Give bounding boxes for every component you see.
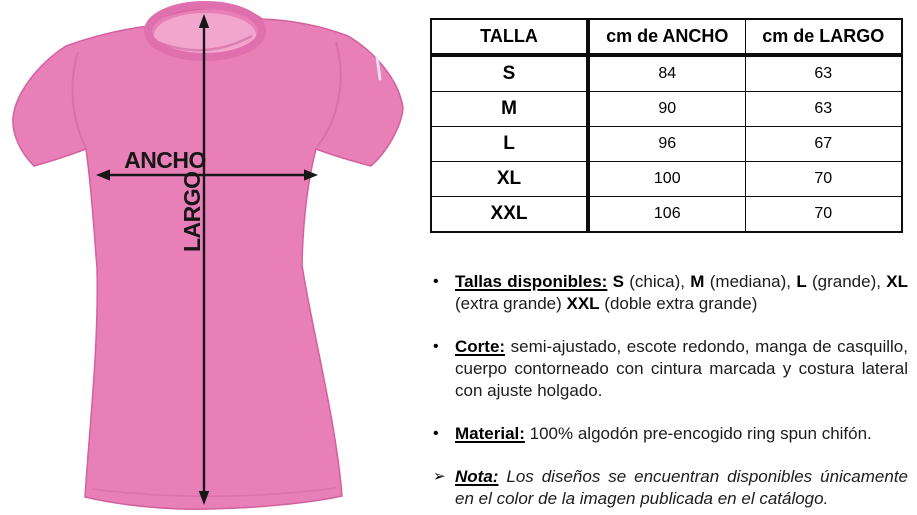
size-row xyxy=(431,55,902,92)
tshirt-graphic xyxy=(0,0,420,515)
header-cm-ancho: cm de ANCHO xyxy=(588,19,745,55)
note-text: Corte: semi-ajustado, escote redondo, manga de casquillo, cuerpo contorneado con cintura marcada y costura lateral con ajuste holgado. xyxy=(455,337,908,400)
size-table xyxy=(430,18,903,233)
size-row xyxy=(431,197,902,233)
bullet-icon: • xyxy=(433,273,439,290)
size-ancho-cell: 84 xyxy=(588,55,745,92)
notes-list xyxy=(430,271,908,510)
note-item xyxy=(430,336,908,402)
ancho-label: ANCHO xyxy=(124,147,206,173)
size-talla-cell: XXL xyxy=(431,197,588,233)
size-ancho-cell: 96 xyxy=(588,127,745,162)
bullet-icon: • xyxy=(433,425,439,442)
info-panel xyxy=(430,18,908,510)
size-table-body xyxy=(431,55,902,232)
arrow-bullet-icon: ➢ xyxy=(433,468,446,485)
size-row xyxy=(431,127,902,162)
size-talla-cell: S xyxy=(431,55,588,92)
size-row xyxy=(431,162,902,197)
note-text: Material: 100% algodón pre-encogido ring spun chifón. xyxy=(455,424,872,443)
note-text: Nota: Los diseños se encuentran disponibles únicamente en el color de la imagen publicada en el catálogo. xyxy=(455,467,908,508)
note-item xyxy=(430,423,908,445)
tshirt-body xyxy=(13,8,403,509)
bullet-icon: • xyxy=(433,338,439,355)
note-item xyxy=(430,271,908,315)
header-talla: TALLA xyxy=(431,19,588,55)
size-largo-cell: 67 xyxy=(745,127,902,162)
size-largo-cell: 63 xyxy=(745,55,902,92)
size-talla-cell: XL xyxy=(431,162,588,197)
size-row xyxy=(431,92,902,127)
size-talla-cell: M xyxy=(431,92,588,127)
header-cm-largo: cm de LARGO xyxy=(745,19,902,55)
size-ancho-cell: 90 xyxy=(588,92,745,127)
size-largo-cell: 70 xyxy=(745,162,902,197)
largo-label: LARGO xyxy=(179,171,205,252)
size-table-header-row xyxy=(431,19,902,55)
size-largo-cell: 70 xyxy=(745,197,902,233)
note-item xyxy=(430,466,908,510)
size-talla-cell: L xyxy=(431,127,588,162)
tshirt-figure xyxy=(0,0,420,515)
size-ancho-cell: 106 xyxy=(588,197,745,233)
size-largo-cell: 63 xyxy=(745,92,902,127)
note-text: Tallas disponibles: S (chica), M (mediana), L (grande), XL (extra grande) XXL (doble extra grande) xyxy=(455,272,908,313)
size-ancho-cell: 100 xyxy=(588,162,745,197)
